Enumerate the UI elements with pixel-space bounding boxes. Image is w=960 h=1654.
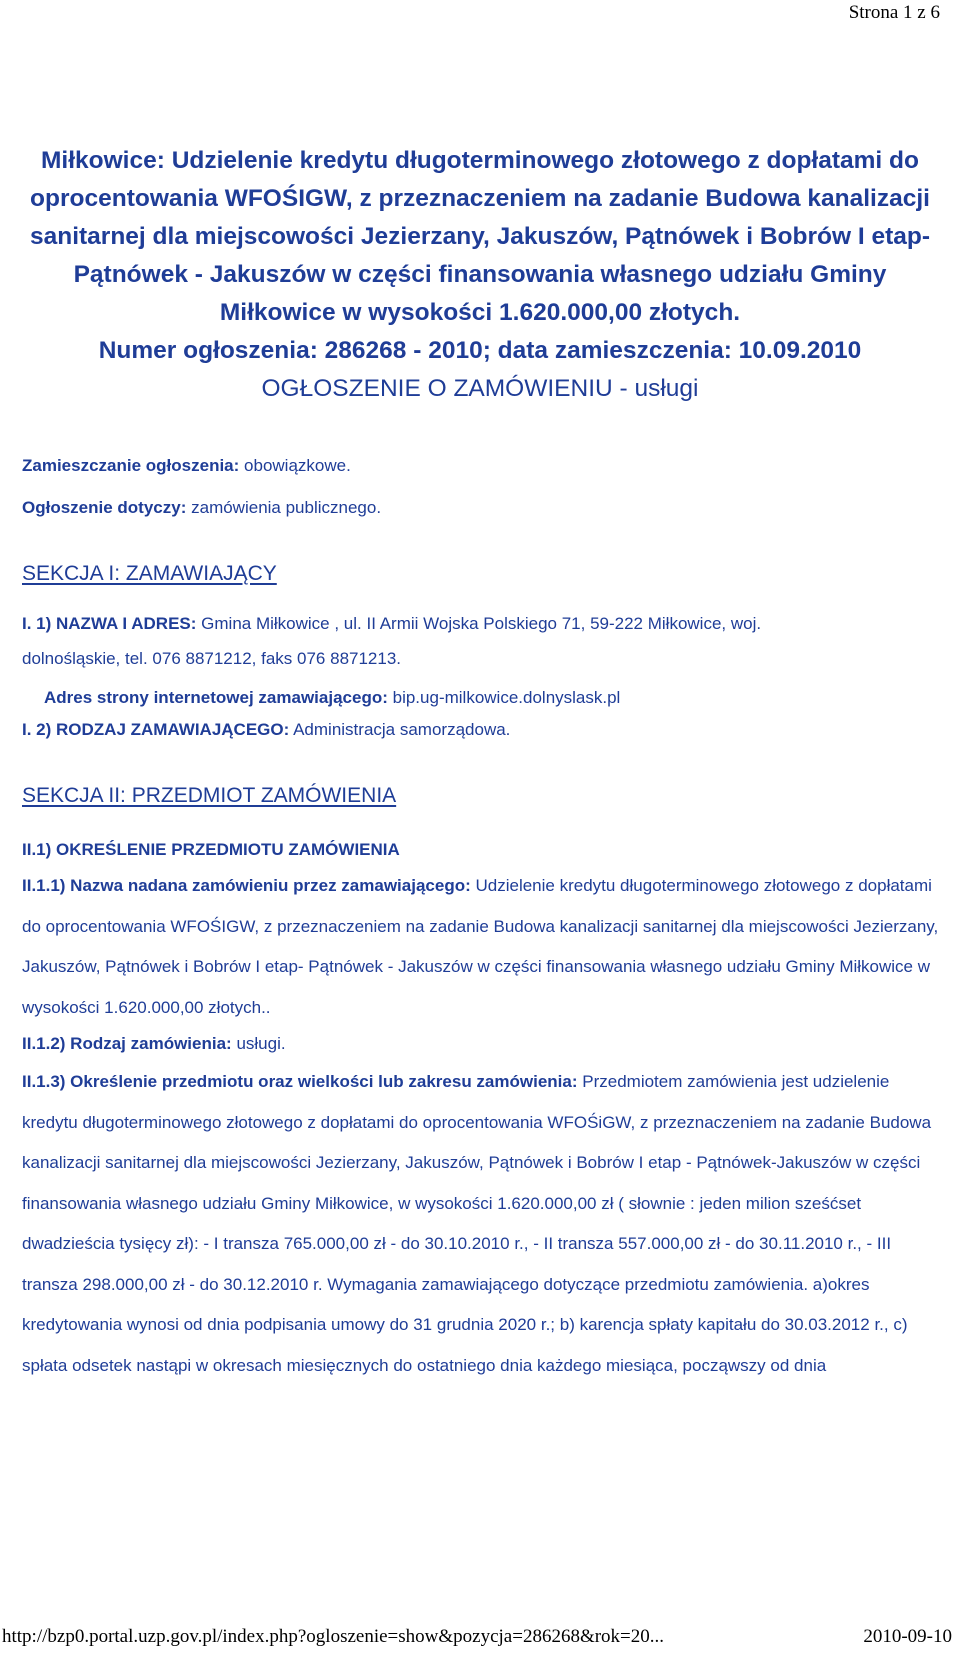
notice-type: OGŁOSZENIE O ZAMÓWIENIU - usługi [261,375,699,402]
order-description-label: II.1.3) Określenie przedmiotu oraz wielkości lub zakresu zamówienia: [22,1072,578,1091]
section-2-title: SEKCJA II: PRZEDMIOT ZAMÓWIENIA [22,784,397,807]
website-value: bip.ug-milkowice.dolnyslask.pl [392,688,621,707]
placement-value: obowiązkowe. [244,456,351,475]
order-description-value: Przedmiotem zamówienia jest udzielenie kredytu długoterminowego złotowego z dopłatami do oprocentowania WFOŚiGW, z przeznaczeniem na zadanie Budowa kanalizacji sanitarnej dla miejscowości Jezierzany, Jakuszów, Pątnówek i Bobrów I etap - Pątnówek-Jakuszów w części finansowania własnego udziału Gminy Miłkowice, w wysokości 1.620.000,00 zł ( słownie : jeden milion sześćset dwadzieścia tysięcy zł): - I transza 765.000,00 zł - do 30.10.2010 r., - II transza 557.000,00 zł - do 30.11.2010 r., - III transza 298.000,00 zł - do 30.12.2010 r. Wymagania zamawiającego dotyczące przedmiotu zamówienia. a)okres kredytowania wynosi od dnia podpisania umowy do 31 grudnia 2020 r.; b) karencja spłaty kapitału do 30.03.2012 r., c) spłata odsetek nastąpi w okresach miesięcznych do ostatniego dnia każdego miesiąca, począwszy od dnia [22,1072,932,1375]
website-row [44,684,942,712]
concerns-value: zamówienia publicznego. [191,498,382,517]
name-address-value-line1: Gmina Miłkowice , ul. II Armii Wojska Polskiego 71, 59-222 Miłkowice, woj. [201,614,762,633]
print-footer [0,1626,960,1654]
section-1-title: SEKCJA I: ZAMAWIAJĄCY [22,562,277,585]
authority-kind-label: I. 2) RODZAJ ZAMAWIAJĄCEGO: [22,720,290,739]
concerns-label: Ogłoszenie dotyczy: [22,498,187,517]
order-description-paragraph [22,1062,942,1386]
document-header [0,142,960,408]
name-address-label: I. 1) NAZWA I ADRES: [22,614,197,633]
authority-kind-value: Administracja samorządowa. [293,720,511,739]
footer-date: 2010-09-10 [863,1626,952,1647]
page-counter: Strona 1 z 6 [848,2,940,23]
contracting-authority-name-address [22,610,942,680]
concerns-row [22,494,942,522]
order-name-label: II.1.1) Nazwa nadana zamówieniu przez zamawiającego: [22,876,471,895]
order-type-label: II.1.2) Rodzaj zamówienia: [22,1034,232,1053]
placement-row [22,452,942,480]
notice-number-line: Numer ogłoszenia: 286268 - 2010; data zamieszczenia: 10.09.2010 [98,337,862,364]
document-body [22,452,942,1386]
placement-label: Zamieszczanie ogłoszenia: [22,456,240,475]
footer-url: http://bzp0.portal.uzp.gov.pl/index.php?ogloszenie=show&pozycja=286268&rok=20... [2,1626,665,1647]
website-label: Adres strony internetowej zamawiającego: [44,688,388,707]
order-type-value: usługi. [236,1034,286,1053]
order-name-paragraph [22,866,942,1028]
authority-kind-row [22,716,942,744]
section-2-subtitle: II.1) OKREŚLENIE PRZEDMIOTU ZAMÓWIENIA [22,840,400,859]
name-address-value-line2: dolnośląskie, tel. 076 8871212, faks 076 8871213. [22,649,402,668]
order-type-row [22,1028,942,1060]
document-title: Miłkowice: Udzielenie kredytu długoterminowego złotowego z dopłatami do oprocentowania WFOŚIGW, z przeznaczeniem na zadanie Budowa kanalizacji sanitarnej dla miejscowości Jezierzany, Jakuszów, Pątnówek i Bobrów I etap- Pątnówek - Jakuszów w części finansowania własnego udziału Gminy Miłkowice w wysokości 1.620.000,00 złotych. [30,147,930,326]
order-name-value: Udzielenie kredytu długoterminowego złotowego z dopłatami do oprocentowania WFOŚIGW, z przeznaczeniem na zadanie Budowa kanalizacji sanitarnej dla miejscowości Jezierzany, Jakuszów, Pątnówek i Bobrów I etap- Pątnówek - Jakuszów w części finansowania własnego udziału Gminy Miłkowice w wysokości 1.620.000,00 złotych.. [22,876,939,1017]
